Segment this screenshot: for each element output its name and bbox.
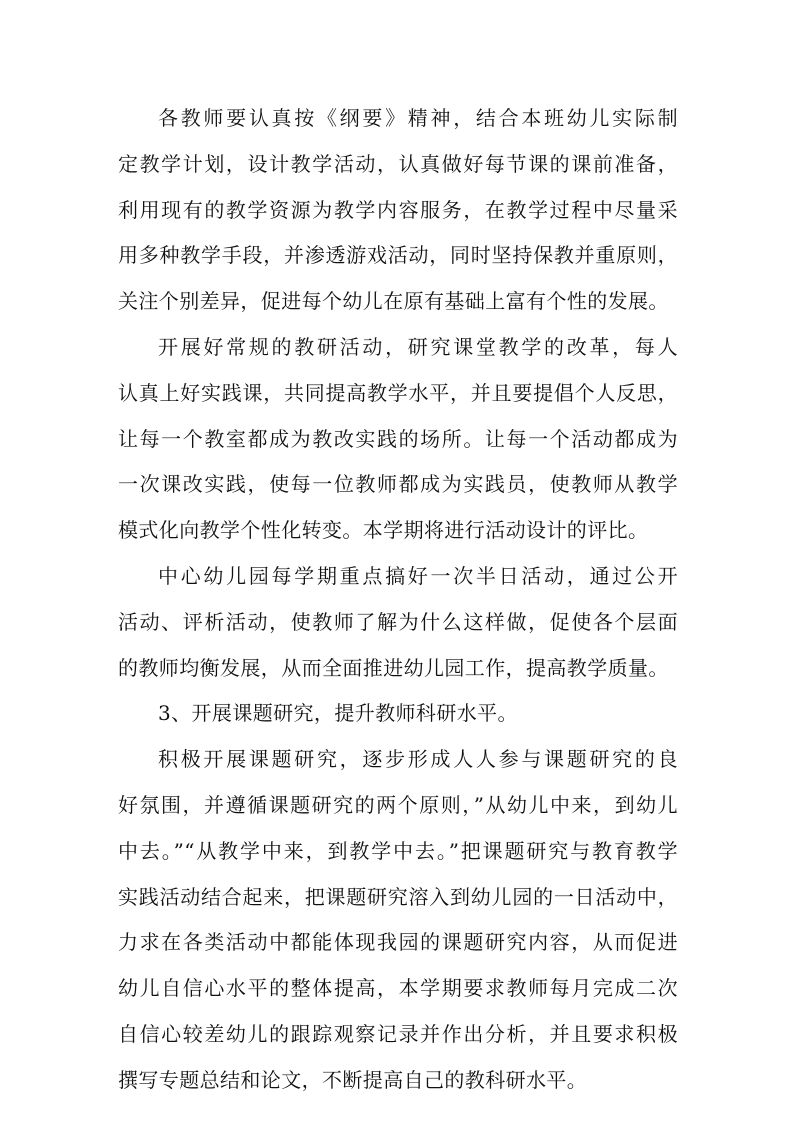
paragraph-1-line-3: 利用现有的教学资源为教学内容服务，在教学过程中尽量采 <box>118 197 678 222</box>
document-body <box>118 96 678 1104</box>
paragraph-2-line-4: 一次课改实践，使每一位教师都成为实践员，使教师从教学 <box>118 472 678 497</box>
section-heading-3: 3、开展课题研究，提升教师科研水平。 <box>158 701 518 726</box>
paragraph-3-line-2: 活动、评析活动，使教师了解为什么这样做，促使各个层面 <box>118 609 678 634</box>
paragraph-3-line-3: 的教师均衡发展，从而全面推进幼儿园工作，提高教学质量。 <box>118 655 669 680</box>
paragraph-2-line-5: 模式化向教学个性化转变。本学期将进行活动设计的评比。 <box>118 518 649 543</box>
paragraph-4-line-7: 自信心较差幼儿的跟踪观察记录并作出分析，并且要求积极 <box>118 1021 678 1046</box>
paragraph-4-line-3: 中去。”“从教学中来，到教学中去。”把课题研究与教育教学 <box>118 838 678 863</box>
paragraph-4-line-8: 撰写专题总结和论文，不断提高自己的教科研水平。 <box>118 1067 588 1092</box>
paragraph-1-line-5: 关注个别差异，促进每个幼儿在原有基础上富有个性的发展。 <box>118 289 669 314</box>
paragraph-4-line-4: 实践活动结合起来，把课题研究溶入到幼儿园的一日活动中， <box>118 884 678 909</box>
paragraph-2-line-2: 认真上好实践课，共同提高教学水平，并且要提倡个人反思， <box>118 380 678 405</box>
paragraph-4-line-6: 幼儿自信心水平的整体提高，本学期要求教师每月完成二次 <box>118 976 678 1001</box>
paragraph-4-line-1: 积极开展课题研究，逐步形成人人参与课题研究的良 <box>158 747 678 772</box>
paragraph-2-line-1: 开展好常规的教研活动，研究课堂教学的改革，每人 <box>158 334 678 359</box>
paragraph-2-line-3: 让每一个教室都成为教改实践的场所。让每一个活动都成为 <box>118 426 678 451</box>
paragraph-1-line-4: 用多种教学手段，并渗透游戏活动，同时坚持保教并重原则， <box>118 243 678 268</box>
paragraph-1-line-2: 定教学计划，设计教学活动，认真做好每节课的课前准备， <box>118 151 678 176</box>
paragraph-3-line-1: 中心幼儿园每学期重点搞好一次半日活动，通过公开 <box>158 563 678 588</box>
paragraph-1-line-1: 各教师要认真按《纲要》精神，结合本班幼儿实际制 <box>158 106 678 130</box>
paragraph-4-line-5: 力求在各类活动中都能体现我园的课题研究内容，从而促进 <box>118 930 678 955</box>
paragraph-4-line-2: 好氛围，并遵循课题研究的两个原则，”从幼儿中来，到幼儿 <box>118 792 678 817</box>
